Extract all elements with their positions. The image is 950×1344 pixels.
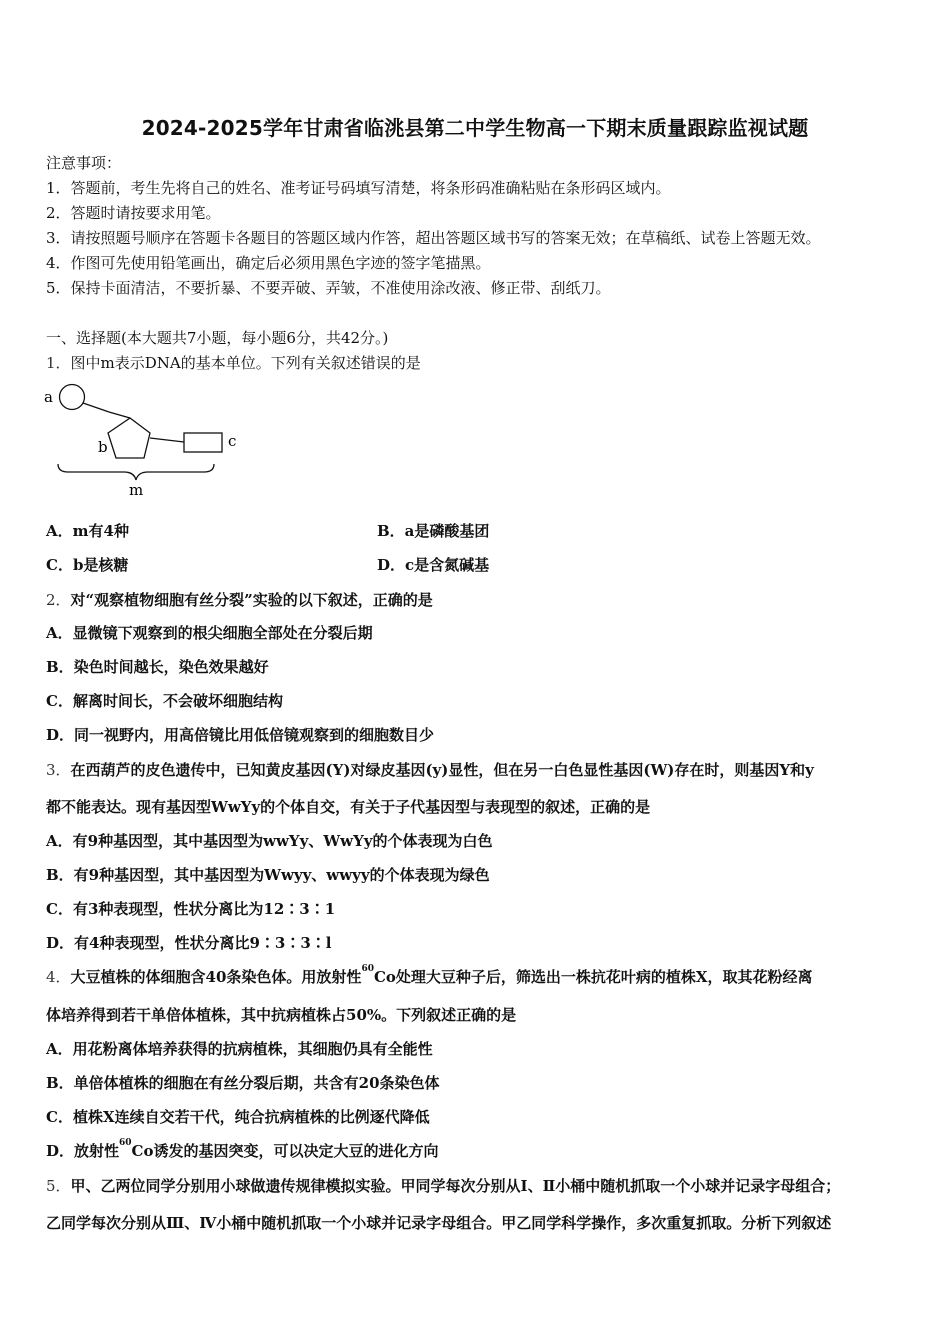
notice-item: 4．作图可先使用铅笔画出，确定后必须用黑色字迹的签字笔描黑。 [46,254,491,272]
option-a: A．用花粉离体培养获得的抗病植株，其细胞仍具有全能性 [46,1040,433,1058]
question-number: 4． [46,968,71,986]
question-text: 图中m表示DNA的基本单位。下列有关叙述错误的是 [70,354,421,372]
bond-line [83,403,109,412]
notice-heading: 注意事项： [46,154,122,172]
option-a: A．显微镜下观察到的根尖细胞全部处在分裂后期 [46,624,373,642]
option-b: B．a是磷酸基团 [377,522,490,540]
option-c: C．有3种表现型，性状分离比为12∶3∶1 [46,900,336,918]
option-c: C．植株X连续自交若干代，纯合抗病植株的比例逐代降低 [46,1108,430,1126]
exam-title: 2024-2025学年甘肃省临洮县第二中学生物高一下期末质量跟踪监视试题 [141,116,809,140]
notice-item: 1．答题前，考生先将自己的姓名、准考证号码填写清楚，将条形码准确粘贴在条形码区域内。 [46,179,671,197]
option-a: A．m有4种 [46,522,129,540]
question-3-stem-cont: 都不能表达。现有基因型WwYy的个体自交，有关于子代基因型与表现型的叙述，正确的是 [46,798,651,816]
option-d [46,1140,439,1161]
question-number: 1． [46,354,71,372]
question-number: 2． [46,591,71,609]
bond-line [109,412,130,418]
option-c: C．b是核糖 [46,556,129,574]
question-text: 对“观察植物细胞有丝分裂”实验的以下叙述，正确的是 [70,591,433,609]
label-a: a [44,388,53,406]
dna-nucleotide-diagram [40,378,250,506]
option-d: D．c是含氮碱基 [377,556,490,574]
isotope-mass: 60 [119,1138,132,1148]
nucleotide-svg [40,378,250,502]
notice-item: 2．答题时请按要求用笔。 [46,204,221,222]
brace [58,464,214,480]
base-rectangle [184,433,222,452]
bond-line [150,438,184,442]
question-5-stem-cont: 乙同学每次分别从Ⅲ、Ⅳ小桶中随机抓取一个小球并记录字母组合。甲乙同学科学操作，多次重复抓取。分析下列叙述 [46,1214,832,1232]
question-2-stem [46,589,433,610]
option-b: B．染色时间越长，染色效果越好 [46,658,269,676]
label-m: m [129,481,144,499]
question-text: Co处理大豆种子后，筛选出一株抗花叶病的植株X，取其花粉经离 [373,968,813,986]
option-b: B．有9种基因型，其中基因型为Wwyy、wwyy的个体表现为绿色 [46,866,490,884]
label-b: b [98,438,108,456]
question-4-stem-cont: 体培养得到若干单倍体植株，其中抗病植株占50%。下列叙述正确的是 [46,1006,517,1024]
question-text: 大豆植株的体细胞含40条染色体。用放射性 [70,968,362,986]
question-text: 甲、乙两位同学分别用小球做遗传规律模拟实验。甲同学每次分别从Ⅰ、Ⅱ小桶中随机抓取一个小球并记录字母组合； [70,1177,841,1195]
question-4-stem [46,966,813,987]
option-d: D．有4种表现型，性状分离比9∶3∶3∶l [46,934,332,952]
option-a: A．有9种基因型，其中基因型为wwYy、WwYy的个体表现为白色 [46,832,493,850]
sugar-pentagon [108,418,150,458]
option-b: B．单倍体植株的细胞在有丝分裂后期，共含有20条染色体 [46,1074,440,1092]
notice-item: 5．保持卡面清洁，不要折暴、不要弄破、弄皱，不准使用涂改液、修正带、刮纸刀。 [46,279,611,297]
notice-item: 3．请按照题号顺序在答题卡各题目的答题区域内作答，超出答题区域书写的答案无效；在草稿纸、试卷上答题无效。 [46,229,821,247]
question-5-stem [46,1175,840,1196]
option-d: D．同一视野内，用高倍镜比用低倍镜观察到的细胞数目少 [46,726,435,744]
isotope-mass: 60 [361,964,374,974]
label-c: c [228,432,237,450]
question-text: 在西葫芦的皮色遗传中，已知黄皮基因(Y)对绿皮基因(y)显性，但在另一白色显性基因(W)存在时，则基因Y和y [70,761,814,779]
question-number: 3． [46,761,71,779]
phosphate-circle [60,385,85,410]
option-text: Co诱发的基因突变，可以决定大豆的进化方向 [131,1142,439,1160]
option-c: C．解离时间长，不会破坏细胞结构 [46,692,283,710]
option-text: D．放射性 [46,1142,120,1160]
question-1-stem [46,352,421,373]
question-number: 5． [46,1177,71,1195]
section-heading: 一、选择题(本大题共7小题，每小题6分，共42分。) [46,329,389,347]
question-3-stem [46,759,814,780]
